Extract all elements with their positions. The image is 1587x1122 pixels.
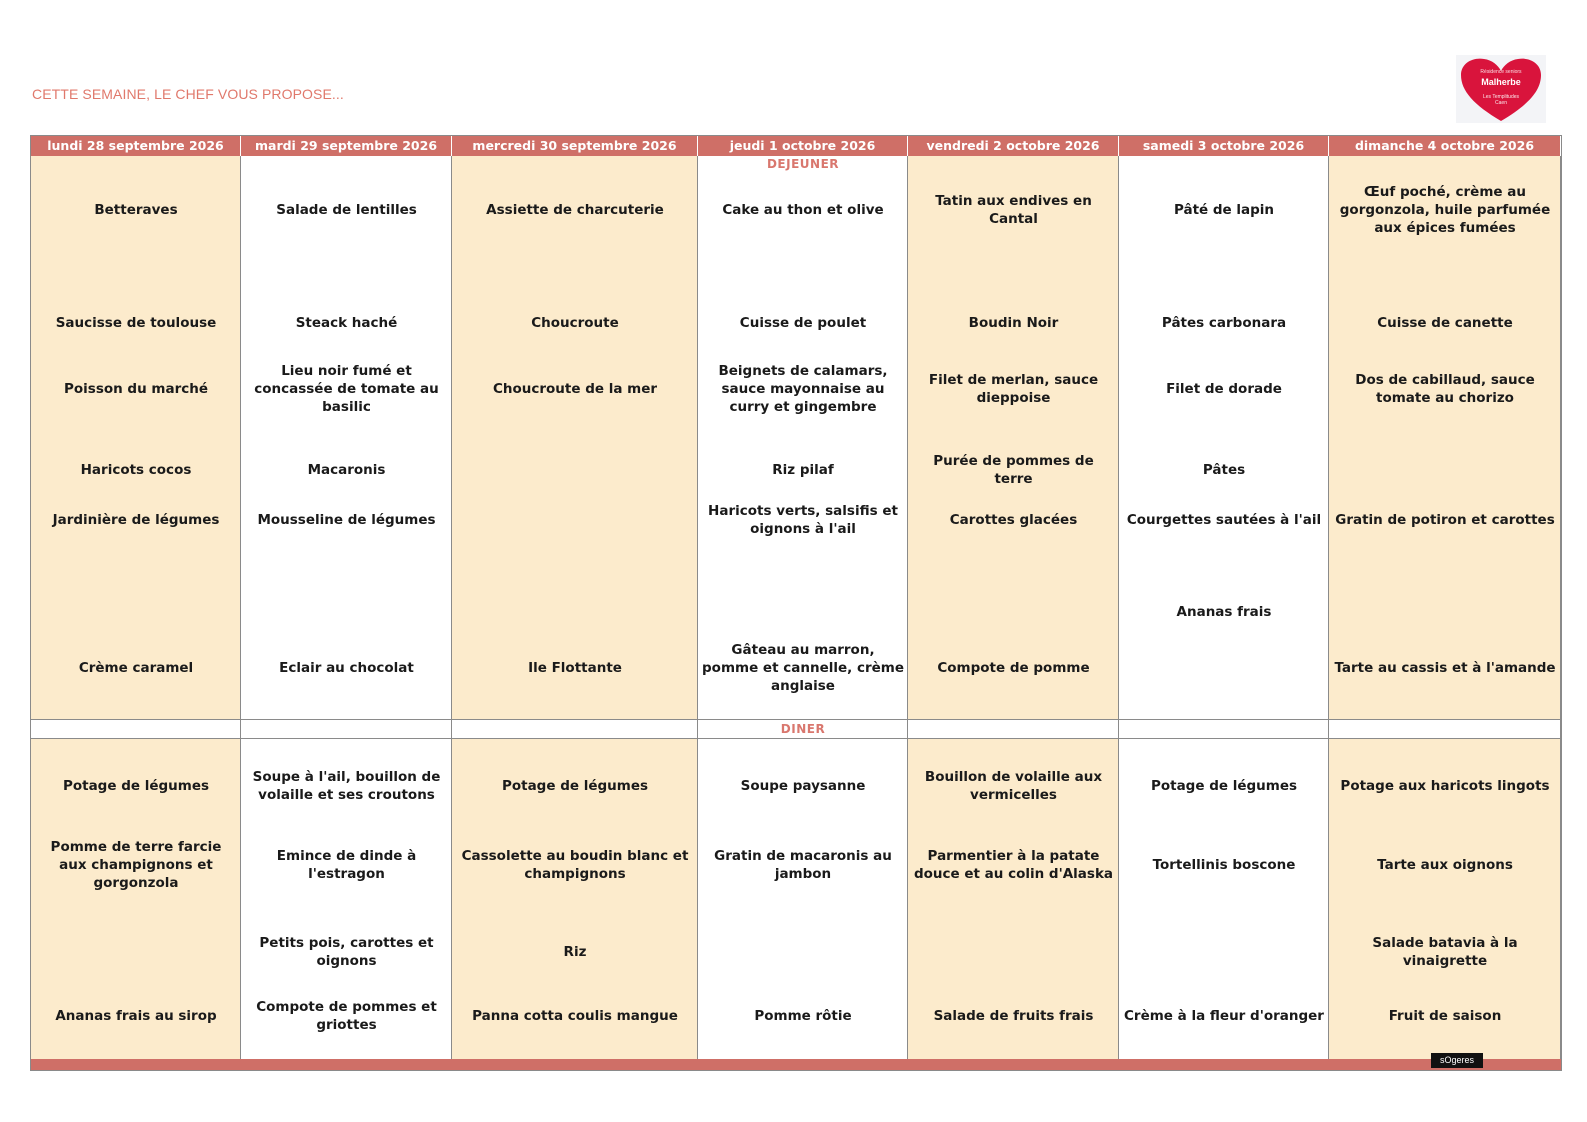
section-separator-cell [1329, 719, 1561, 739]
dinner-dish: Emince de dinde à l'estragon [276, 848, 417, 882]
lunch-dish: Choucroute [531, 315, 619, 331]
page-headline: CETTE SEMAINE, LE CHEF VOUS PROPOSE... [32, 86, 344, 102]
section-separator-cell [31, 719, 241, 739]
day-header: jeudi 1 octobre 2026 [698, 136, 908, 156]
day-header: lundi 28 septembre 2026 [31, 136, 241, 156]
residence-logo: Résidence seniors Malherbe Les Templitudes Caen [1456, 55, 1546, 123]
dinner-dish: Pomme de terre farcie aux champignons et gorgonzola [50, 839, 222, 891]
section-separator-cell [452, 719, 698, 739]
section-separator-cell [1119, 719, 1329, 739]
lunch-column-bg [698, 156, 908, 719]
lunch-dish: Courgettes sautées à l'ail [1126, 512, 1322, 528]
footer-bar [31, 1059, 1561, 1070]
lunch-dish: Carottes glacées [949, 512, 1078, 528]
lunch-dish: Œuf poché, crème au gorgonzola, huile parfumée aux épices fumées [1339, 184, 1551, 236]
dinner-dish: Pomme rôtie [754, 1008, 852, 1024]
dinner-dish: Salade batavia à la vinaigrette [1372, 935, 1518, 969]
day-header: vendredi 2 octobre 2026 [908, 136, 1119, 156]
dinner-dish: Ananas frais au sirop [55, 1008, 217, 1024]
lunch-dish: Cuisse de canette [1377, 315, 1513, 331]
lunch-dish: Tatin aux endives en Cantal [935, 193, 1092, 227]
dinner-dish: Compote de pommes et griottes [256, 999, 437, 1033]
lunch-dish: Macaronis [307, 462, 386, 478]
heart-icon [1456, 55, 1546, 123]
weekly-menu-table [30, 135, 1562, 1071]
lunch-dish: Filet de dorade [1166, 381, 1282, 397]
lunch-column-bg [1329, 156, 1561, 719]
lunch-dish: Gratin de potiron et carottes [1335, 512, 1555, 528]
lunch-dish: Ananas frais [1176, 604, 1272, 620]
dinner-dish: Parmentier à la patate douce et au colin d'Alaska [913, 848, 1114, 882]
lunch-dish: Boudin Noir [968, 315, 1059, 331]
dinner-dish: Soupe à l'ail, bouillon de volaille et ses croutons [252, 769, 441, 803]
section-separator-cell [908, 719, 1119, 739]
lunch-dish: Poisson du marché [63, 381, 209, 397]
dinner-dish: Tarte aux oignons [1377, 857, 1513, 873]
lunch-dish: Haricots cocos [80, 462, 192, 478]
sogeres-logo: sOgeres [1431, 1053, 1483, 1068]
dinner-dish: Potage de légumes [1150, 778, 1298, 794]
dinner-dish: Soupe paysanne [740, 778, 866, 794]
lunch-column-bg [452, 156, 698, 719]
lunch-dish: Choucroute de la mer [492, 381, 658, 397]
lunch-dish: Mousseline de légumes [257, 512, 436, 528]
dinner-section-label: DINER [780, 722, 826, 736]
lunch-column-bg [31, 156, 241, 719]
lunch-dish: Riz pilaf [772, 462, 834, 478]
day-header: mercredi 30 septembre 2026 [452, 136, 698, 156]
lunch-dish: Betteraves [94, 202, 178, 218]
lunch-dish: Gâteau au marron, pomme et cannelle, crème anglaise [702, 642, 905, 694]
lunch-dish: Pâté de lapin [1173, 202, 1275, 218]
dinner-dish: Potage aux haricots lingots [1340, 778, 1550, 794]
lunch-dish: Tarte au cassis et à l'amande [1334, 660, 1556, 676]
day-header: mardi 29 septembre 2026 [241, 136, 452, 156]
lunch-dish: Cake au thon et olive [722, 202, 884, 218]
lunch-dish: Eclair au chocolat [279, 660, 414, 676]
dinner-dish: Petits pois, carottes et oignons [259, 935, 434, 969]
dinner-dish: Riz [563, 944, 587, 960]
lunch-dish: Purée de pommes de terre [933, 453, 1094, 487]
lunch-dish: Pâtes [1202, 462, 1246, 478]
lunch-section-label: DEJEUNER [766, 157, 840, 171]
dinner-dish: Panna cotta coulis mangue [472, 1008, 678, 1024]
lunch-dish: Lieu noir fumé et concassée de tomate au basilic [254, 363, 439, 415]
section-separator-cell [241, 719, 452, 739]
lunch-dish: Crème caramel [78, 660, 194, 676]
lunch-dish: Assiette de charcuterie [486, 202, 664, 218]
dinner-dish: Salade de fruits frais [933, 1008, 1094, 1024]
day-header: dimanche 4 octobre 2026 [1329, 136, 1561, 156]
lunch-dish: Ile Flottante [528, 660, 622, 676]
dinner-dish: Tortellinis boscone [1152, 857, 1296, 873]
dinner-dish: Fruit de saison [1388, 1008, 1502, 1024]
lunch-dish: Salade de lentilles [276, 202, 417, 218]
lunch-dish: Dos de cabillaud, sauce tomate au chorizo [1355, 372, 1535, 406]
lunch-dish: Pâtes carbonara [1161, 315, 1287, 331]
lunch-column-bg [908, 156, 1119, 719]
dinner-dish: Bouillon de volaille aux vermicelles [924, 769, 1103, 803]
lunch-dish: Saucisse de toulouse [55, 315, 217, 331]
lunch-dish: Steack haché [295, 315, 398, 331]
lunch-dish: Beignets de calamars, sauce mayonnaise au curry et gingembre [718, 363, 888, 415]
dinner-dish: Potage de légumes [501, 778, 649, 794]
lunch-dish: Compote de pomme [937, 660, 1090, 676]
dinner-dish: Crème à la fleur d'oranger [1124, 1008, 1324, 1024]
lunch-dish: Cuisse de poulet [739, 315, 867, 331]
dinner-dish: Potage de légumes [62, 778, 210, 794]
lunch-dish: Jardinière de légumes [52, 512, 220, 528]
dinner-dish: Cassolette au boudin blanc et champignons [461, 848, 689, 882]
lunch-column-bg [241, 156, 452, 719]
day-header: samedi 3 octobre 2026 [1119, 136, 1329, 156]
lunch-dish: Filet de merlan, sauce dieppoise [928, 372, 1099, 406]
dinner-dish: Gratin de macaronis au jambon [714, 848, 892, 882]
lunch-dish: Haricots verts, salsifis et oignons à l'ail [708, 503, 898, 537]
